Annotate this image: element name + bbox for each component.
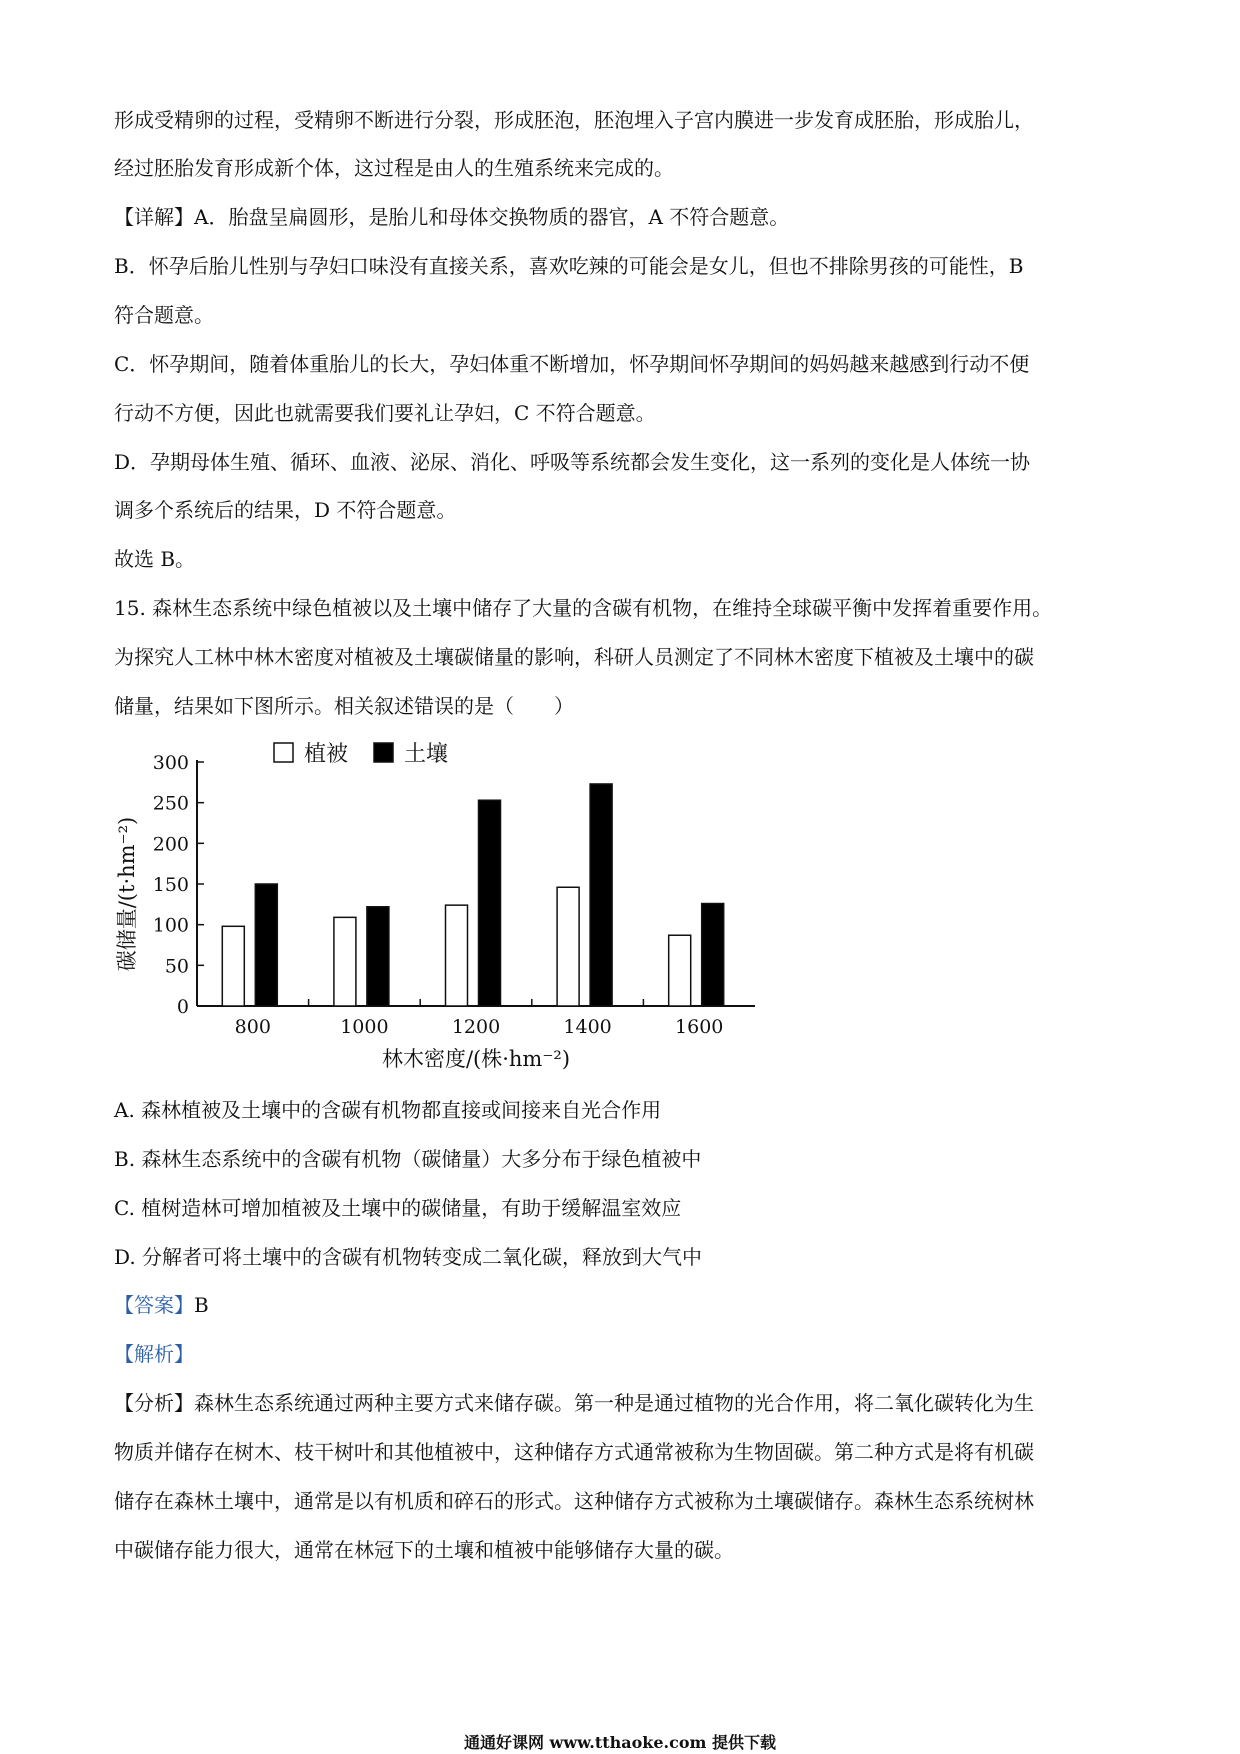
y-tick-label: 200 xyxy=(152,833,189,856)
text-line: B．怀孕后胎儿性别与孕妇口味没有直接关系，喜欢吃辣的可能会是女儿，但也不排除男孩的可能性，B xyxy=(114,254,1024,278)
y-tick-label: 250 xyxy=(152,792,189,815)
analysis-line: 物质并储存在树木、枝干树叶和其他植被中，这种储存方式通常被称为生物固碳。第二种方式是将有机碳 xyxy=(114,1440,1034,1464)
page-footer: 通通好课网 www.tthaoke.com 提供下载 xyxy=(463,1733,777,1752)
option-b: B. 森林生态系统中的含碳有机物（碳储量）大多分布于绿色植被中 xyxy=(114,1147,702,1171)
x-tick-label: 1400 xyxy=(563,1016,612,1038)
x-tick-label: 1600 xyxy=(675,1016,724,1038)
analysis-text: 森林生态系统通过两种主要方式来储存碳。第一种是通过植物的光合作用，将二氧化碳转化为生 xyxy=(194,1391,1034,1415)
legend-label: 土壤 xyxy=(404,742,449,767)
text-line: 储量，结果如下图所示。相关叙述错误的是（ ） xyxy=(114,694,574,718)
y-tick-label: 300 xyxy=(152,752,189,774)
bar-soil xyxy=(367,907,389,1006)
analysis-label: 【解析】 xyxy=(114,1342,194,1366)
bar-soil xyxy=(702,904,724,1006)
text-line: 经过胚胎发育形成新个体，这过程是由人的生殖系统来完成的。 xyxy=(114,156,674,180)
carbon-storage-chart xyxy=(110,735,790,1075)
bar-vegetation xyxy=(334,917,356,1006)
x-tick-label: 1200 xyxy=(451,1016,501,1038)
bar-vegetation xyxy=(669,935,691,1006)
analysis-tag: 【分析】 xyxy=(114,1391,194,1415)
text-line: 符合题意。 xyxy=(114,303,214,327)
text-line: 故选 B。 xyxy=(114,547,196,571)
text-line: 为探究人工林中林木密度对植被及土壤碳储量的影响，科研人员测定了不同林木密度下植被及土壤中的碳 xyxy=(114,645,1034,669)
legend-swatch xyxy=(374,743,393,762)
y-tick-label: 100 xyxy=(152,914,189,937)
answer-label: 【答案】 xyxy=(114,1293,194,1317)
option-d: D. 分解者可将土壤中的含碳有机物转变成二氧化碳，释放到大气中 xyxy=(114,1245,703,1269)
analysis-line xyxy=(114,1390,1034,1416)
y-tick-label: 150 xyxy=(152,874,189,896)
y-axis-title: 碳储量/(t·hm⁻²) xyxy=(115,816,139,972)
answer-line xyxy=(114,1292,209,1318)
text-line: 行动不方便，因此也就需要我们要礼让孕妇，C 不符合题意。 xyxy=(114,401,656,425)
bar-vegetation xyxy=(557,887,579,1006)
x-axis-title: 林木密度/(株·hm⁻²) xyxy=(381,1047,571,1071)
option-a: A. 森林植被及土壤中的含碳有机物都直接或间接来自光合作用 xyxy=(114,1098,662,1122)
legend-label: 植被 xyxy=(304,742,349,767)
legend-swatch xyxy=(274,743,293,762)
bar-vegetation xyxy=(446,905,468,1006)
text-line: C．怀孕期间，随着体重胎儿的长大，孕妇体重不断增加，怀孕期间怀孕期间的妈妈越来越感到行动不便 xyxy=(114,352,1030,376)
bar-soil xyxy=(255,884,277,1006)
bar-soil xyxy=(590,784,612,1006)
text-line: D．孕期母体生殖、循环、血液、泌尿、消化、呼吸等系统都会发生变化，这一系列的变化是人体统一协 xyxy=(114,450,1031,474)
bar-soil xyxy=(479,800,501,1006)
text-line: 形成受精卵的过程，受精卵不断进行分裂，形成胚泡，胚泡埋入子宫内膜进一步发育成胚胎，形成胎儿， xyxy=(114,108,1034,132)
text-line: 调多个系统后的结果，D 不符合题意。 xyxy=(114,498,457,522)
text-line: 15. 森林生态系统中绿色植被以及土壤中储存了大量的含碳有机物，在维持全球碳平衡中发挥着重要作用。 xyxy=(114,596,1053,620)
x-tick-label: 1000 xyxy=(340,1016,389,1038)
option-c: C. 植树造林可增加植被及土壤中的碳储量，有助于缓解温室效应 xyxy=(114,1196,682,1220)
y-tick-label: 50 xyxy=(164,955,189,978)
analysis-line: 中碳储存能力很大，通常在林冠下的土壤和植被中能够储存大量的碳。 xyxy=(114,1538,734,1562)
text-line: 【详解】A．胎盘呈扁圆形，是胎儿和母体交换物质的器官，A 不符合题意。 xyxy=(114,205,790,229)
bar-vegetation xyxy=(222,926,244,1006)
x-tick-label: 800 xyxy=(234,1016,271,1038)
y-tick-label: 0 xyxy=(176,996,189,1018)
analysis-line: 储存在森林土壤中，通常是以有机质和碎石的形式。这种储存方式被称为土壤碳储存。森林生态系统树林 xyxy=(114,1489,1034,1513)
answer-value: B xyxy=(194,1293,209,1317)
